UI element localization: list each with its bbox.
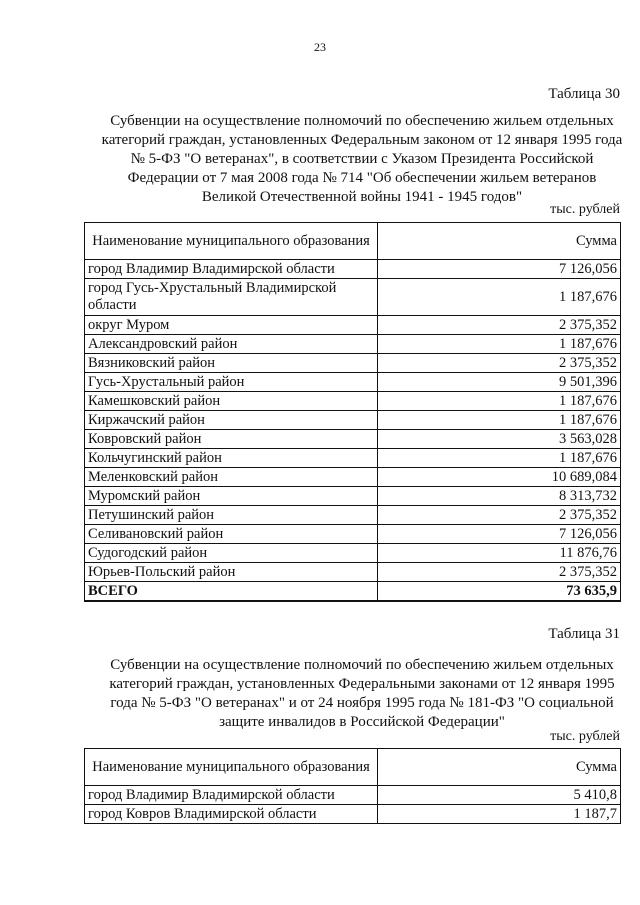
caption-line: категорий граждан, установленных Федеральным законом от 12 января 1995 года bbox=[101, 132, 623, 148]
table-header-row bbox=[85, 223, 621, 260]
row-amount: 1 187,676 bbox=[378, 449, 621, 468]
row-amount: 5 410,8 bbox=[378, 786, 621, 805]
row-name: округ Муром bbox=[85, 316, 378, 335]
table31-units: тыс. рублей bbox=[550, 729, 620, 744]
table-row bbox=[85, 506, 621, 525]
row-name: Камешковский район bbox=[85, 392, 378, 411]
row-name: город Ковров Владимирской области bbox=[85, 805, 378, 824]
row-amount: 1 187,676 bbox=[378, 335, 621, 354]
row-name: Гусь-Хрустальный район bbox=[85, 373, 378, 392]
caption-line: Федерации от 7 мая 2008 года № 714 "Об обеспечении жильем ветеранов bbox=[127, 170, 597, 186]
row-amount: 1 187,676 bbox=[378, 411, 621, 430]
caption-line: года № 5-ФЗ "О ветеранах" и от 24 ноября 1995 года № 181-ФЗ "О социальной bbox=[110, 695, 614, 711]
table30-label: Таблица 30 bbox=[548, 86, 620, 102]
table-row bbox=[85, 449, 621, 468]
table-row bbox=[85, 392, 621, 411]
header-amount-cell: Сумма bbox=[378, 749, 621, 786]
row-amount: 1 187,676 bbox=[378, 392, 621, 411]
header-name-cell: Наименование муниципального образования bbox=[85, 749, 378, 786]
row-name: город Гусь-Хрустальный Владимирской области bbox=[85, 279, 378, 316]
caption-line: категорий граждан, установленных Федеральными законами от 12 января 1995 bbox=[109, 676, 615, 692]
table30 bbox=[84, 222, 621, 602]
table-row bbox=[85, 430, 621, 449]
row-name: Александровский район bbox=[85, 335, 378, 354]
row-amount: 2 375,352 bbox=[378, 563, 621, 582]
row-amount: 3 563,028 bbox=[378, 430, 621, 449]
table-row bbox=[85, 786, 621, 805]
table-row bbox=[85, 805, 621, 824]
row-amount: 1 187,7 bbox=[378, 805, 621, 824]
row-name: Ковровский район bbox=[85, 430, 378, 449]
caption-line: Великой Отечественной войны 1941 - 1945 годов" bbox=[201, 189, 523, 205]
table31-label: Таблица 31 bbox=[548, 626, 620, 642]
caption-line: Субвенции на осуществление полномочий по обеспечению жильем отдельных bbox=[110, 657, 614, 673]
table31 bbox=[84, 748, 621, 824]
row-name: город Владимир Владимирской области bbox=[85, 786, 378, 805]
row-amount: 2 375,352 bbox=[378, 316, 621, 335]
row-amount: 8 313,732 bbox=[378, 487, 621, 506]
row-name: Киржачский район bbox=[85, 411, 378, 430]
row-amount: 2 375,352 bbox=[378, 354, 621, 373]
table-row bbox=[85, 354, 621, 373]
row-amount: 10 689,084 bbox=[378, 468, 621, 487]
table-row bbox=[85, 335, 621, 354]
table-row bbox=[85, 316, 621, 335]
row-name: Селивановский район bbox=[85, 525, 378, 544]
caption-line: № 5-ФЗ "О ветеранах", в соответствии с Указом Президента Российской bbox=[130, 151, 594, 167]
table-row bbox=[85, 563, 621, 582]
table30-units: тыс. рублей bbox=[550, 202, 620, 217]
row-name: Меленковский район bbox=[85, 468, 378, 487]
table-row bbox=[85, 260, 621, 279]
row-amount: 7 126,056 bbox=[378, 525, 621, 544]
table31-caption bbox=[92, 656, 632, 732]
table-total-row bbox=[85, 582, 621, 602]
caption-line: Субвенции на осуществление полномочий по обеспечению жильем отдельных bbox=[110, 113, 614, 129]
header-name-cell: Наименование муниципального образования bbox=[85, 223, 378, 260]
row-name: город Владимир Владимирской области bbox=[85, 260, 378, 279]
table-row bbox=[85, 544, 621, 563]
row-name: Муромский район bbox=[85, 487, 378, 506]
table-row bbox=[85, 411, 621, 430]
caption-line: защите инвалидов в Российской Федерации" bbox=[219, 714, 505, 730]
row-amount: 9 501,396 bbox=[378, 373, 621, 392]
table30-caption bbox=[92, 112, 632, 207]
table-row bbox=[85, 525, 621, 544]
table-row bbox=[85, 487, 621, 506]
total-amount: 73 635,9 bbox=[378, 582, 621, 602]
row-amount: 2 375,352 bbox=[378, 506, 621, 525]
row-name: Вязниковский район bbox=[85, 354, 378, 373]
page-number: 23 bbox=[314, 40, 326, 54]
row-name: Петушинский район bbox=[85, 506, 378, 525]
row-name: Судогодский район bbox=[85, 544, 378, 563]
table-row bbox=[85, 468, 621, 487]
table-row bbox=[85, 373, 621, 392]
row-name: Кольчугинский район bbox=[85, 449, 378, 468]
total-label: ВСЕГО bbox=[85, 582, 378, 602]
row-amount: 11 876,76 bbox=[378, 544, 621, 563]
row-amount: 1 187,676 bbox=[378, 279, 621, 316]
table-row bbox=[85, 279, 621, 316]
header-amount-cell: Сумма bbox=[378, 223, 621, 260]
row-name: Юрьев-Польский район bbox=[85, 563, 378, 582]
table-header-row bbox=[85, 749, 621, 786]
row-amount: 7 126,056 bbox=[378, 260, 621, 279]
